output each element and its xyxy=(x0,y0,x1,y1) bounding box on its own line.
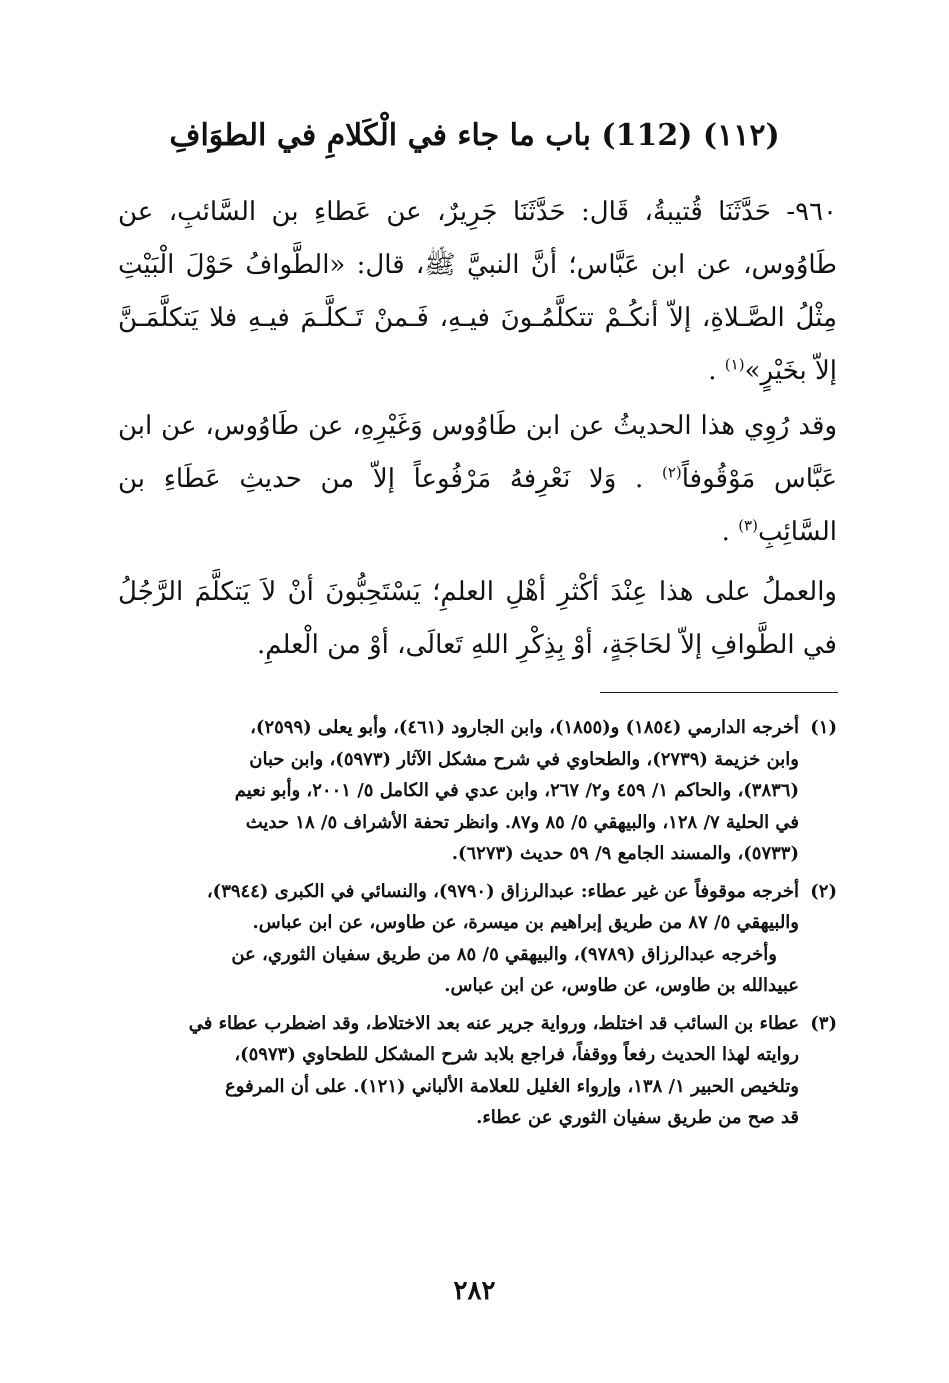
page-number: ٢٨٢ xyxy=(453,1276,496,1306)
footnote-body xyxy=(118,1008,799,1134)
footnote-line: أخرجه الدارمي (١٨٥٤) و(١٨٥٥)، وابن الجارود (٤٦١)، وأبو يعلى (٢٥٩٩)، xyxy=(250,717,799,738)
narration-paragraph xyxy=(118,400,837,559)
hadith-end: . xyxy=(708,356,717,386)
hadith-text: حَدَّثَنَا قُتيبةُ، قَال: حَدَّثَنَا جَرِيرٌ، عن عَطاءِ بن السَّائبِ، عن طَاوُوس، عن ابن عَبَّاس؛ أنَّ النبيَّ ﷺ، قال: «الطَّوافُ حَوْلَ الْبَيْتِ مِثْلُ الصَّـلاةِ، إلاّ أنكُـمْ تتكلَّمُـونَ فيـهِ، فَـمنْ تَـكلَّـمَ فيـهِ فلا يَتكلَّمَـنَّ إلاّ بخَيْرٍ» xyxy=(118,197,837,386)
footnotes xyxy=(118,712,837,1140)
hadith-paragraph xyxy=(118,186,837,398)
narration-part-1: وقد رُوِي هذا الحديثُ عن ابن طَاوُوس وَغَيْرِهِ، عن طَاوُوس، عن ابن عَبَّاس مَوْقُوفاً xyxy=(118,411,838,494)
chapter-heading: (١١٢) (112) باب ما جاء في الْكَلامِ في الطوَافِ xyxy=(169,118,780,153)
footnote-2 xyxy=(118,876,837,1002)
footnote-1 xyxy=(118,712,837,870)
footnote-ref-3: (٣) xyxy=(738,516,758,535)
footnote-number: (١) xyxy=(810,717,837,738)
footnote-separator xyxy=(600,692,838,693)
footnote-ref-2: (٢) xyxy=(661,463,682,482)
footnote-number: (٣) xyxy=(810,1012,837,1034)
footnote-line: وأخرجه عبدالرزاق (٩٧٨٩)، والبيهقي ٥/ ٨٥ من طريق سفيان الثوري، عن xyxy=(231,943,777,965)
footnote-body xyxy=(118,712,799,870)
narration-end: . xyxy=(721,517,730,547)
footnote-line: وتلخيص الحبير ١/ ١٣٨، وإرواء الغليل للعلامة الألباني (١٢١). على أن المرفوع xyxy=(225,1075,799,1097)
narration-part-2: . وَلا نَعْرِفهُ مَرْفُوعاً إلاّ من حديثِ عَطَاءِ بن السَّائِبِ xyxy=(118,464,837,547)
footnote-line: وابن خزيمة (٢٧٣٩)، والطحاوي في شرح مشكل الآثار (٥٩٧٣)، وابن حبان xyxy=(249,748,799,770)
footnote-line: (٥٧٣٣)، والمسند الجامع ٩/ ٥٩ حديث (٦٢٧٣). xyxy=(451,843,799,864)
footnote-line: والبيهقي ٥/ ٨٧ من طريق إبراهيم بن ميسرة، عن طاوس، عن ابن عباس. xyxy=(252,912,799,933)
footnote-number: (٢) xyxy=(810,880,837,902)
footnote-3 xyxy=(118,1008,837,1134)
footnote-line: عطاء بن السائب قد اختلط، ورواية جرير عنه بعد الاختلاط، وقد اضطرب عطاء في xyxy=(188,1012,799,1034)
footnote-ref-1: (١) xyxy=(724,355,745,374)
footnote-line: قد صح من طريق سفيان الثوري عن عطاء. xyxy=(476,1107,799,1128)
hadith-number: ٩٦٠- xyxy=(786,197,838,227)
footnote-line: عبيدالله بن طاوس، عن طاوس، عن ابن عباس. xyxy=(444,975,799,996)
footnote-line: روايته لهذا الحديث رفعاً ووقفاً، فراجع بلابد شرح المشكل للطحاوي (٥٩٧٣)، xyxy=(234,1044,799,1065)
footnote-line: (٣٨٣٦)، والحاكم ١/ ٤٥٩ و٢/ ٢٦٧، وابن عدي في الكامل ٥/ ٢٠٠١، وأبو نعيم xyxy=(234,780,799,801)
practice-paragraph: والعملُ على هذا عِنْدَ أكْثرِ أهْلِ العلمِ؛ يَسْتَحِبُّونَ أنْ لاَ يَتكلَّمَ الرَّجُلُ في الطَّوافِ إلاّ لحَاجَةٍ، أوْ بِذِكْرِ اللهِ تَعالَى، أوْ من الْعلمِ. xyxy=(118,577,837,660)
footnote-line: أخرجه موقوفاً عن غير عطاء: عبدالرزاق (٩٧٩٠)، والنسائي في الكبرى (٣٩٤٤)، xyxy=(206,880,799,902)
footnote-body xyxy=(118,876,799,1002)
footnote-line: في الحلية ٧/ ١٢٨، والبيهقي ٥/ ٨٥ و٨٧. وانظر تحفة الأشراف ٥/ ١٨ حديث xyxy=(245,811,799,833)
